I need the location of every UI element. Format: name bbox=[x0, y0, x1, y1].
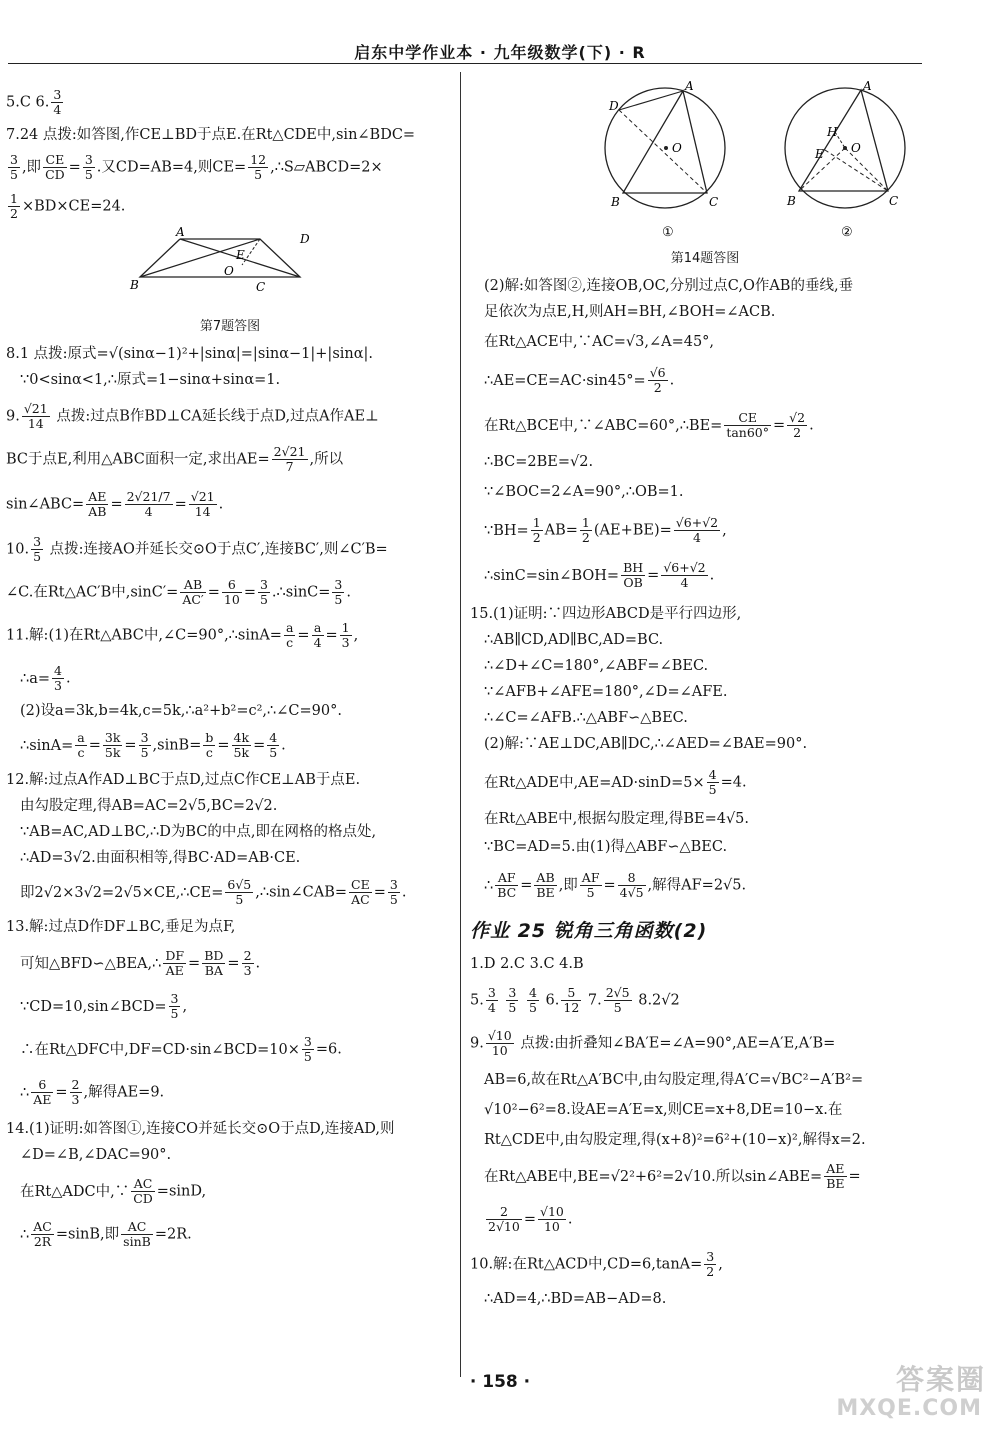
answer-8-line2: ∵0<sinα<1,∴原式=1−sinα+sinα=1. bbox=[20, 372, 281, 388]
watermark-url: MXQE.COM bbox=[836, 1396, 982, 1421]
answer-7-line3: $\frac{1}{2}$ ×BD×CE=24. bbox=[10, 191, 126, 221]
answer-12-line1: 12.解:过点A作AD⊥BC于点D,过点C作CE⊥AB于点E. bbox=[6, 772, 361, 788]
fraction: $\frac{3}{5}$ bbox=[259, 577, 268, 607]
watermark-logo: 答案圈 bbox=[895, 1363, 986, 1396]
answer-15-line8: 在Rt△ABE中,根据勾股定理,得BE=4√5. bbox=[484, 811, 750, 827]
fraction: $\frac{4}{5}$ bbox=[269, 730, 278, 760]
answer-7-line2: $\frac{3}{5}$ ,即 $\frac{CE}{CD}$ = $\frac{3}{5}$ .又CD=AB=4,则CE= $\frac{12}{5}$ ,∴S▱ABCD=2× bbox=[10, 152, 383, 182]
answer-13-line3: ∵CD=10,sin∠BCD= $\frac{3}{5}$ , bbox=[20, 991, 188, 1021]
answer-12-line3: ∵AB=AC,AD⊥BC,∴D为BC的中点,即在网格的格点处, bbox=[20, 824, 377, 840]
figure-14-label: B bbox=[611, 195, 620, 209]
fraction: $\frac{AE}{BE}$ bbox=[826, 1161, 845, 1191]
fraction: $\frac{AE}{AB}$ bbox=[88, 489, 107, 519]
answer-13-line5: ∴ $\frac{6}{AE}$ = $\frac{2}{3}$ ,解得AE=9. bbox=[20, 1077, 165, 1107]
fraction: $\frac{CE}{AC}$ bbox=[351, 877, 370, 907]
answer-14-2-line9: ∴sinC=sin∠BOH= $\frac{BH}{OB}$ = $\frac{√6+√2}{4}$ . bbox=[484, 560, 715, 590]
figure-14-label: O bbox=[851, 141, 861, 155]
answer-9b-line5: 在Rt△ABE中,BE=√2²+6²=2√10.所以sin∠ABE= $\frac{AE}{BE}$ = bbox=[484, 1161, 861, 1191]
answer-14-2-line4: ∴AE=CE=AC·sin45°= $\frac{√6}{2}$ . bbox=[484, 365, 675, 395]
figure-14-label: A bbox=[863, 79, 872, 93]
answer-14-2-line2: 足依次为点E,H,则AH=BH,∠BOH=∠ACB. bbox=[484, 304, 776, 320]
answer-5-6: 5.C 6. $\frac{3}{4}$ bbox=[6, 87, 62, 117]
figure-14-diagram bbox=[515, 78, 899, 243]
answer-9-line2: BC于点E,利用△ABC面积一定,求出AE= $\frac{2√21}{7}$ ,所以 bbox=[6, 444, 344, 474]
fraction: $\frac{a}{4}$ bbox=[313, 620, 322, 650]
answer-8-line1: 8.1 点拨:原式=√(sinα−1)²+|sinα|=|sinα−1|+|sinα|. bbox=[6, 346, 374, 362]
fraction: $\frac{√10}{10}$ bbox=[539, 1204, 564, 1234]
answer-11-line2: ∴a= $\frac{4}{3}$ . bbox=[20, 663, 71, 693]
answer-14-2-line1: (2)解:如答图②,连接OB,OC,分别过点C,O作AB的垂线,垂 bbox=[484, 278, 854, 294]
answer-15-line4: ∵∠AFB+∠AFE=180°,∠D=∠AFE. bbox=[484, 684, 728, 700]
figure-7-label: A bbox=[176, 225, 185, 239]
answer-15-line6: (2)解:∵AE⊥DC,AB∥DC,∴∠AED=∠BAE=90°. bbox=[484, 736, 808, 752]
answer-14-line3: 在Rt△ADC中,∵ $\frac{AC}{CD}$ =sinD, bbox=[20, 1176, 207, 1206]
fraction: $\frac{a}{c}$ bbox=[285, 620, 294, 650]
fraction: $\frac{4}{5}$ bbox=[708, 767, 717, 797]
answer-11-line4: ∴sinA= $\frac{a}{c}$ = $\frac{3k}{5k}$ = $\frac{3}{5}$ ,sinB= $\frac{b}{c}$ = $\frac{4k}{5k}$ = $\frac{4}{5}$ . bbox=[20, 730, 286, 760]
answer-12-line5: 即2√2×3√2=2√5×CE,∴CE= $\frac{6√5}{5}$ ,∴sin∠CAB= $\frac{CE}{AC}$ = $\frac{3}{5}$ . bbox=[20, 877, 407, 907]
fraction: $\frac{DF}{AE}$ bbox=[165, 948, 185, 978]
figure-14-caption: 第14题答图 bbox=[670, 251, 740, 266]
answer-7-line1: 7.24 点拨:如答图,作CE⊥BD于点E.在Rt△CDE中,sin∠BDC= bbox=[6, 127, 416, 143]
fraction: $\frac{2√21}{7}$ bbox=[273, 444, 306, 474]
fraction: $\frac{4k}{5k}$ bbox=[233, 730, 250, 760]
column-divider bbox=[460, 72, 461, 1377]
figure-7-label: C bbox=[256, 280, 266, 294]
answer-9b-line6: $\frac{2}{2√10}$ = $\frac{√10}{10}$ . bbox=[488, 1204, 573, 1234]
fraction: $\frac{√21}{14}$ bbox=[23, 401, 48, 431]
fraction: $\frac{3}{5}$ bbox=[140, 730, 149, 760]
fraction: $\frac{3}{5}$ bbox=[33, 534, 42, 564]
figure-14 bbox=[470, 78, 940, 266]
answers-1-4: 1.D 2.C 3.C 4.B bbox=[470, 956, 584, 972]
fraction: $\frac{3}{5}$ bbox=[10, 152, 18, 182]
fraction: $\frac{√2}{2}$ bbox=[789, 410, 806, 440]
answer-12-line2: 由勾股定理,得AB=AC=2√5,BC=2√2. bbox=[20, 798, 278, 814]
section-heading-25: 作业 25 锐角三角函数(2) bbox=[470, 920, 708, 942]
figure-14-label: ① bbox=[662, 225, 674, 240]
fraction: $\frac{2}{2√10}$ bbox=[488, 1204, 520, 1234]
figure-7-label: D bbox=[300, 232, 310, 246]
answer-9b-line3: √10²−6²=8.设AE=A′E=x,则CE=x+8,DE=10−x.在 bbox=[484, 1102, 843, 1118]
figure-14-label: ② bbox=[841, 225, 853, 240]
answer-14-line2: ∠D=∠B,∠DAC=90°. bbox=[20, 1147, 172, 1163]
answer-15-line3: ∴∠D+∠C=180°,∠ABF=∠BEC. bbox=[484, 658, 709, 674]
fraction: $\frac{3k}{5k}$ bbox=[104, 730, 121, 760]
figure-14-label: O bbox=[672, 141, 682, 155]
fraction: $\frac{AC}{2R}$ bbox=[33, 1219, 52, 1249]
fraction: $\frac{AC}{CD}$ bbox=[133, 1176, 153, 1206]
figure-14-label: B bbox=[787, 194, 796, 208]
fraction: $\frac{5}{12}$ bbox=[563, 985, 580, 1015]
figure-14-label: E bbox=[815, 147, 824, 161]
answer-15-line2: ∴AB∥CD,AD∥BC,AD=BC. bbox=[484, 632, 664, 648]
answer-14-2-line7: ∵∠BOC=2∠A=90°,∴OB=1. bbox=[484, 484, 684, 500]
answer-9b-line4: Rt△CDE中,由勾股定理,得(x+8)²=6²+(10−x)²,解得x=2. bbox=[484, 1132, 866, 1148]
fraction: $\frac{a}{c}$ bbox=[77, 730, 85, 760]
fraction: $\frac{3}{5}$ bbox=[170, 991, 179, 1021]
figure-7 bbox=[6, 225, 454, 334]
answer-15-line7: 在Rt△ADE中,AE=AD·sinD=5× $\frac{4}{5}$ =4. bbox=[484, 767, 747, 797]
fraction: $\frac{4}{3}$ bbox=[54, 663, 62, 693]
fraction: $\frac{AF}{BC}$ bbox=[497, 870, 517, 900]
answer-14-2-line8: ∵BH= $\frac{1}{2}$ AB= $\frac{1}{2}$ (AE+BE)= $\frac{√6+√2}{4}$ , bbox=[484, 515, 727, 545]
fraction: $\frac{12}{5}$ bbox=[250, 152, 267, 182]
figure-14-label: C bbox=[709, 195, 719, 209]
figure-7-diagram bbox=[130, 225, 330, 311]
fraction: $\frac{AF}{5}$ bbox=[581, 870, 600, 900]
fraction: $\frac{√21}{14}$ bbox=[190, 489, 215, 519]
fraction: $\frac{1}{2}$ bbox=[532, 515, 541, 545]
answer-11-line1: 11.解:(1)在Rt△ABC中,∠C=90°,∴sinA= $\frac{a}{c}$ = $\frac{a}{4}$ = $\frac{1}{3}$ , bbox=[6, 620, 359, 650]
answer-13-line1: 13.解:过点D作DF⊥BC,垂足为点F, bbox=[6, 919, 236, 935]
answer-14-2-line5: 在Rt△BCE中,∵∠ABC=60°,∴BE= $\frac{CE}{\tan 60^\circ}$ = $\frac{√2}{2}$ . bbox=[484, 410, 814, 440]
answer-10b-line2: ∴AD=4,∴BD=AB−AD=8. bbox=[484, 1291, 667, 1307]
answer-12-line4: ∴AD=3√2.由面积相等,得BC·AD=AB·CE. bbox=[20, 850, 301, 866]
page-number: · 158 · bbox=[469, 1372, 531, 1392]
answer-13-line2: 可知△BFD∽△BEA,∴ $\frac{DF}{AE}$ = $\frac{BD}{BA}$ = $\frac{2}{3}$ . bbox=[20, 948, 261, 978]
fraction: $\frac{BH}{OB}$ bbox=[623, 560, 644, 590]
answer-11-line3: (2)设a=3k,b=4k,c=5k,∴a²+b²=c²,∴∠C=90°. bbox=[20, 703, 342, 719]
figure-7-label: E bbox=[236, 248, 245, 262]
figure-14-label: C bbox=[889, 194, 899, 208]
fraction: $\frac{3}{5}$ bbox=[508, 985, 517, 1015]
figure-14-label: D bbox=[609, 99, 619, 113]
fraction: $\frac{3}{5}$ bbox=[303, 1034, 312, 1064]
answer-14-line4: ∴ $\frac{AC}{2R}$ =sinB,即 $\frac{AC}{\sin B}$ =2R. bbox=[20, 1219, 192, 1249]
answer-14-2-line6: ∴BC=2BE=√2. bbox=[484, 454, 594, 470]
fraction: $\frac{AB}{AC'}$ bbox=[182, 577, 204, 607]
answer-13-line4: ∴在Rt△DFC中,DF=CD·sin∠BCD=10× $\frac{3}{5}$ =6. bbox=[20, 1034, 342, 1064]
page-header: 启东中学作业本 · 九年级数学(下) · R bbox=[354, 43, 646, 62]
answer-14-line1: 14.(1)证明:如答图①,连接CO并延长交⊙O于点D,连接AD,则 bbox=[6, 1121, 395, 1137]
answer-10-line1: 10. $\frac{3}{5}$ 点拨:连接AO并延长交⊙O于点C′,连接BC′,则∠C′B= bbox=[6, 534, 388, 564]
fraction: $\frac{1}{3}$ bbox=[341, 620, 350, 650]
answer-14-2-line3: 在Rt△ACE中,∵AC=√3,∠A=45°, bbox=[484, 334, 715, 350]
fraction: $\frac{3}{4}$ bbox=[53, 87, 62, 117]
figure-7-label: O bbox=[224, 264, 234, 278]
fraction: $\frac{1}{2}$ bbox=[10, 191, 18, 221]
fraction: $\frac{6}{AE}$ bbox=[33, 1077, 52, 1107]
fraction: $\frac{√10}{10}$ bbox=[487, 1028, 512, 1058]
fraction: $\frac{√6+√2}{4}$ bbox=[675, 515, 719, 545]
answer-15-line9: ∵BC=AD=5.由(1)得△ABF∽△BEC. bbox=[484, 839, 728, 855]
figure-7-label: B bbox=[130, 278, 139, 292]
figure-14-label: H bbox=[827, 125, 838, 139]
answer-9b-line1: 9. $\frac{√10}{10}$ 点拨:由折叠知∠BA′E=∠A=90°,AE=A′E,A′B= bbox=[470, 1028, 836, 1058]
fraction: $\frac{3}{4}$ bbox=[487, 985, 496, 1015]
fraction: $\frac{b}{c}$ bbox=[205, 730, 214, 760]
answer-10b-line1: 10.解:在Rt△ACD中,CD=6,tanA= $\frac{3}{2}$ , bbox=[470, 1249, 723, 1279]
fraction: $\frac{√6+√2}{4}$ bbox=[663, 560, 706, 590]
header-rule bbox=[8, 63, 922, 64]
answer-15-line5: ∴∠C=∠AFB.∴△ABF∽△BEC. bbox=[484, 710, 688, 726]
fraction: $\frac{6√5}{5}$ bbox=[227, 877, 252, 907]
fraction: $\frac{CE}{CD}$ bbox=[45, 152, 65, 182]
fraction: $\frac{4}{5}$ bbox=[528, 985, 537, 1015]
answer-15-line1: 15.(1)证明:∵四边形ABCD是平行四边形, bbox=[470, 606, 742, 622]
fraction: $\frac{2}{3}$ bbox=[243, 948, 252, 978]
answer-9b-line2: AB=6,故在Rt△A′BC中,由勾股定理,得A′C=√BC²−A′B²= bbox=[484, 1072, 864, 1088]
fraction: $\frac{2√5}{5}$ bbox=[605, 985, 630, 1015]
fraction: $\frac{3}{5}$ bbox=[84, 152, 93, 182]
fraction: $\frac{6}{10}$ bbox=[223, 577, 240, 607]
fraction: $\frac{CE}{\tan 60^\circ}$ bbox=[726, 410, 770, 440]
fraction: $\frac{AB}{BE}$ bbox=[536, 870, 555, 900]
fraction: $\frac{2}{3}$ bbox=[71, 1077, 80, 1107]
fraction: $\frac{BD}{BA}$ bbox=[204, 948, 224, 978]
answers-5-8: 5. $\frac{3}{4}$ $\frac{3}{5}$ $\frac{4}{5}$ 6. $\frac{5}{12}$ 7. $\frac{2√5}{5}$ 8.2√2 bbox=[470, 985, 680, 1015]
fraction: $\frac{AC}{\sin B}$ bbox=[123, 1219, 151, 1249]
left-column bbox=[6, 78, 454, 1249]
answer-15-line10: ∴ $\frac{AF}{BC}$ = $\frac{AB}{BE}$ ,即 $\frac{AF}{5}$ = $\frac{8}{4√5}$ ,解得AF=2√5. bbox=[484, 870, 747, 900]
answer-9-line1: 9. $\frac{√21}{14}$ 点拨:过点B作BD⊥CA延长线于点D,过点A作AE⊥ bbox=[6, 401, 379, 431]
fraction: $\frac{8}{4√5}$ bbox=[619, 870, 644, 900]
fraction: $\frac{1}{2}$ bbox=[581, 515, 590, 545]
fraction: $\frac{√6}{2}$ bbox=[649, 365, 666, 395]
fraction: $\frac{2√21/7}{4}$ bbox=[126, 489, 171, 519]
right-column bbox=[470, 78, 940, 1309]
figure-7-caption: 第7题答图 bbox=[199, 319, 261, 334]
fraction: $\frac{3}{2}$ bbox=[706, 1249, 715, 1279]
answer-10-line2: ∠C.在Rt△AC′B中,sinC′= $\frac{AB}{AC'}$ = $\frac{6}{10}$ = $\frac{3}{5}$ .∴sinC= $\frac{3}{5}$ . bbox=[6, 577, 351, 607]
fraction: $\frac{3}{5}$ bbox=[389, 877, 398, 907]
answer-9-line3: sin∠ABC= $\frac{AE}{AB}$ = $\frac{2√21/7}{4}$ = $\frac{√21}{14}$ . bbox=[6, 489, 224, 519]
figure-14-label: A bbox=[685, 79, 694, 93]
fraction: $\frac{3}{5}$ bbox=[334, 577, 343, 607]
